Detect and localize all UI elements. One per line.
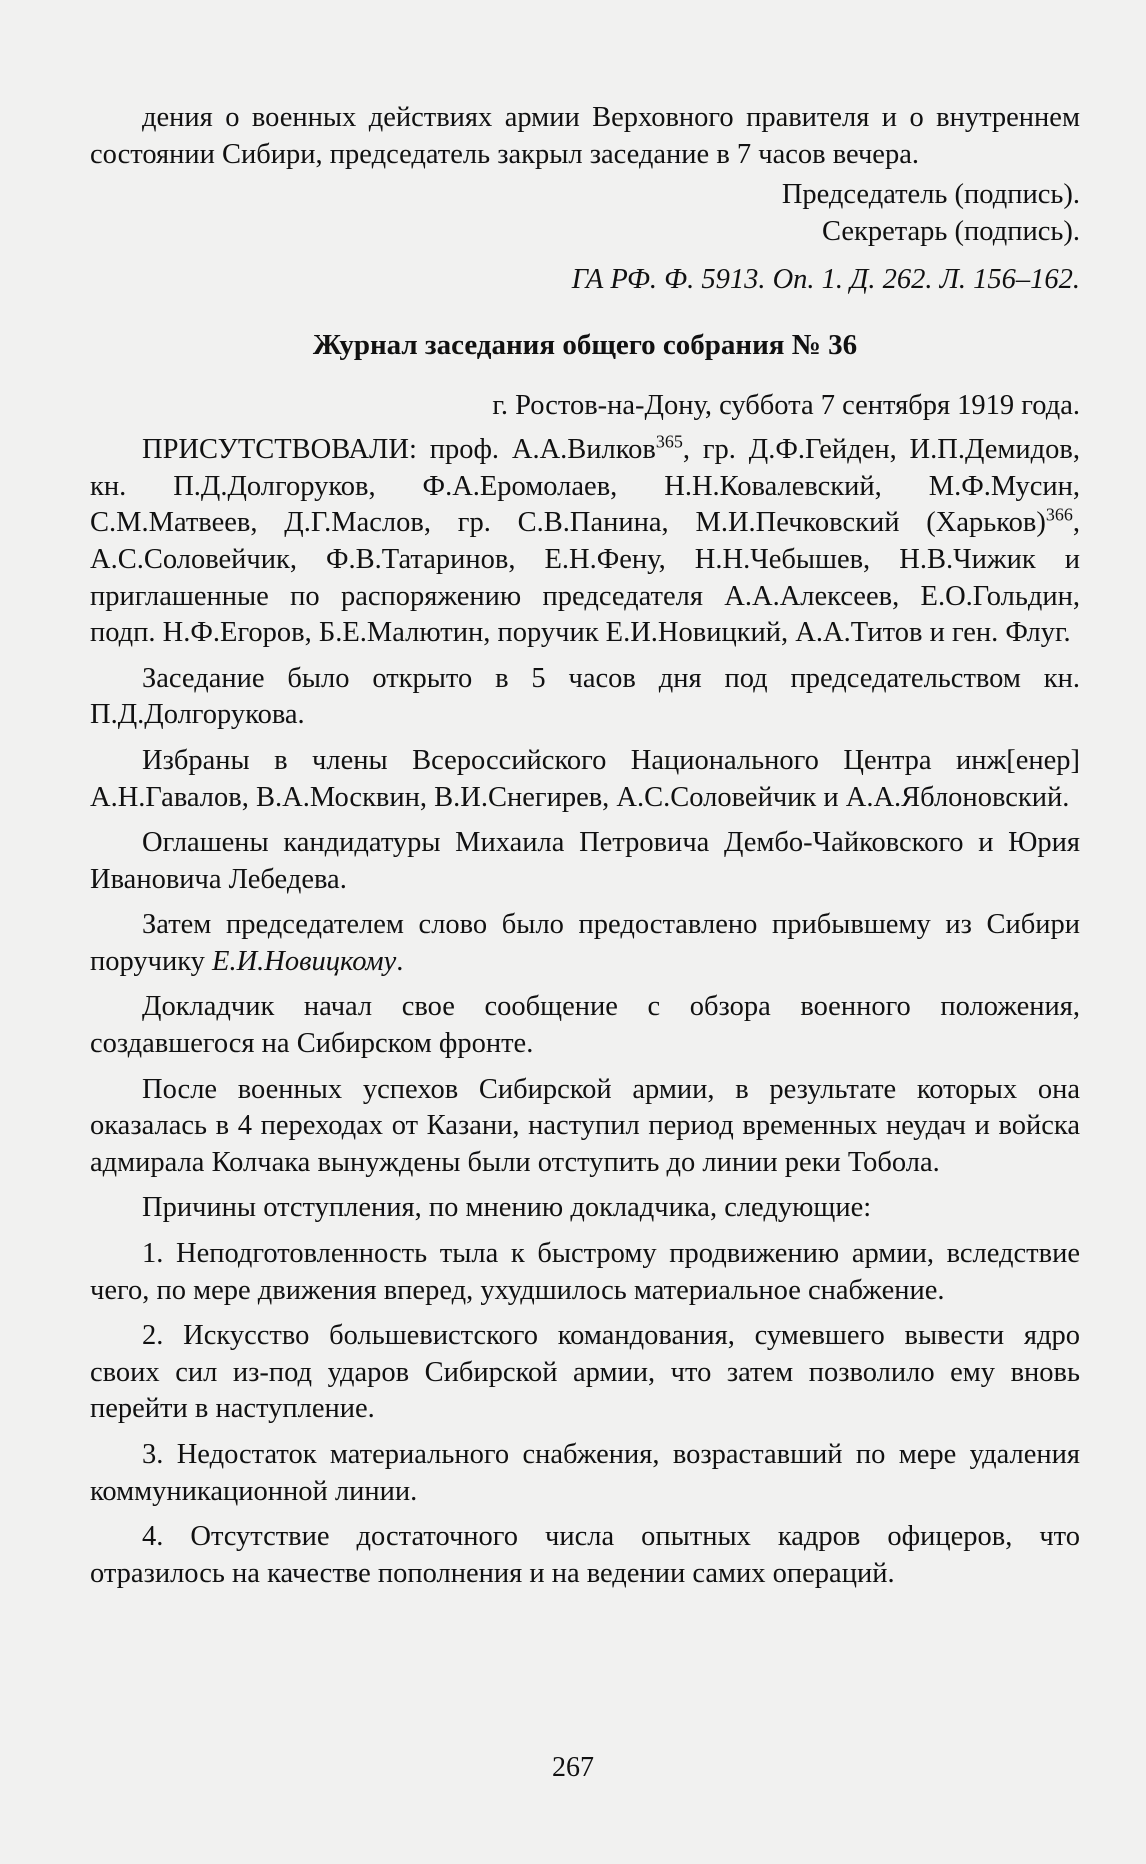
present-text-1: ПРИСУТСТВОВАЛИ: проф. А.А.Вилков (142, 434, 656, 466)
elected-paragraph: Избраны в члены Всероссийского Национального Центра инж[енер] А.Н.Гавалов, В.А.Москвин, В.И.Снегирев, А.С.Соловейчик и А.А.Яблоновский. (90, 744, 1080, 813)
speaker-name: Е.И.Новицкому (212, 945, 397, 977)
journal-title: Журнал заседания общего собрания № 36 (312, 328, 858, 361)
page-number: 267 (552, 1752, 594, 1783)
successes-paragraph: После военных успехов Сибирской армии, в результате которых она оказалась в 4 переходах от Казани, наступил период временных неудач и войска адмирала Колчака вынуждены были отступить до линии реки Тобола. (90, 1073, 1080, 1178)
floor-paragraph (90, 907, 1080, 980)
floor-end: . (396, 945, 404, 977)
reason-item: 2. Искусство большевистского командования, сумевшего вывести ядро своих сил из-под ударов Сибирской армии, что затем позволило ему вновь перейти в наступление. (90, 1320, 1080, 1425)
reason-item: 3. Недостаток материального снабжения, возраставший по мере удаления коммуникационной линии. (90, 1439, 1080, 1507)
present-text-2: , гр. Д.Ф.Гейден, И.П.Демидов, кн. П.Д.Долгоруков, Ф.А.Еромолаев, Н.Н.Ковалевский, М.Ф.Мусин, С.М.Матвеев, Д.Г.Маслов, гр. С.В.Панина, М.И.Печковский (Харьков) (90, 434, 1080, 539)
text-column (90, 100, 1080, 1592)
footnote-ref-365: 365 (655, 431, 683, 452)
reasons-intro: Причины отступления, по мнению докладчика, следующие: (142, 1192, 872, 1224)
secretary-signature: Секретарь (подпись). (821, 215, 1080, 247)
opened-paragraph: Заседание было открыто в 5 часов дня под председательством кн. П.Д.Долгорукова. (90, 662, 1080, 731)
place-date: г. Ростов-на-Дону, суббота 7 сентября 1919 года. (492, 389, 1080, 421)
continuation-paragraph: дения о военных действиях армии Верховного правителя и о внутреннем состоянии Сибири, председатель закрыл заседание в 7 часов вечера. (90, 102, 1080, 170)
reason-item: 1. Неподготовленность тыла к быстрому продвижению армии, вследствие чего, по мере движения вперед, ухудшилось материальное снабжение. (90, 1238, 1080, 1306)
footnote-ref-366: 366 (1045, 504, 1073, 525)
present-text-3: , А.С.Соловейчик, Ф.В.Татаринов, Е.Н.Фену, Н.Н.Чебышев, Н.В.Чижик и приглашенные по распоряжению председателя А.А.Алексеев, Е.О.Гольдин, подп. Н.Ф.Егоров, Б.Е.Малютин, поручик Е.И.Новицкий, А.А.Титов и ген. Флуг. (90, 507, 1080, 649)
archive-reference: ГА РФ. Ф. 5913. Оп. 1. Д. 262. Л. 156–162. (571, 264, 1080, 296)
floor-text: Затем председателем слово было предоставлено прибывшему из Сибири поручику (90, 909, 1080, 977)
reason-item: 4. Отсутствие достаточного числа опытных кадров офицеров, что отразилось на качестве пополнения и на ведении самих операций. (90, 1521, 1080, 1589)
present-paragraph (90, 432, 1080, 652)
candidates-paragraph: Оглашены кандидатуры Михаила Петровича Дембо-Чайковского и Юрия Ивановича Лебедева. (90, 827, 1080, 895)
chairman-signature: Председатель (подпись). (781, 179, 1080, 211)
report-start-paragraph: Докладчик начал свое сообщение с обзора военного положения, создавшегося на Сибирском фронте. (90, 991, 1080, 1060)
